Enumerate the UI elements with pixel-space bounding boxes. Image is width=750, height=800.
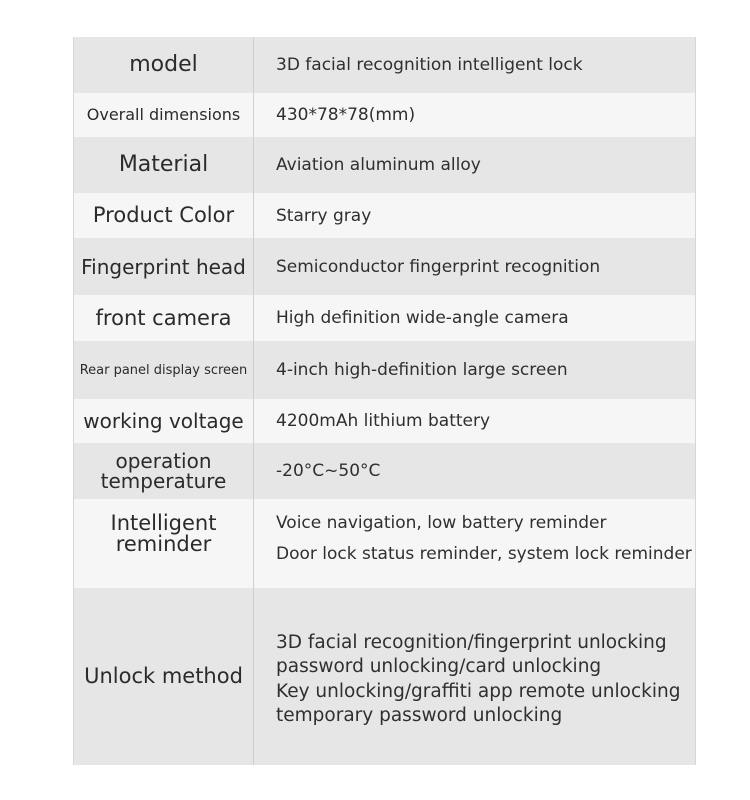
spec-label: Overall dimensions bbox=[74, 93, 254, 137]
spec-value bbox=[254, 443, 695, 499]
spec-value-line: -20°C~50°C bbox=[276, 461, 381, 481]
spec-value-line: 4-inch high-definition large screen bbox=[276, 360, 568, 380]
spec-value-line: High definition wide-angle camera bbox=[276, 308, 569, 328]
spec-row-model bbox=[74, 37, 695, 93]
spec-label-line: temperature bbox=[100, 469, 227, 493]
spec-value bbox=[254, 37, 695, 93]
spec-row-fingerprint-head bbox=[74, 238, 695, 295]
spec-row-material bbox=[74, 137, 695, 193]
spec-value-line: Starry gray bbox=[276, 205, 372, 226]
spec-value bbox=[254, 238, 695, 295]
spec-value bbox=[254, 399, 695, 443]
spec-value-line: 3D facial recognition intelligent lock bbox=[276, 55, 583, 75]
spec-row-product-color bbox=[74, 193, 695, 238]
spec-value bbox=[254, 341, 695, 399]
spec-label: Material bbox=[74, 137, 254, 193]
spec-label: Rear panel display screen bbox=[74, 341, 254, 399]
spec-row-unlock-method bbox=[74, 588, 695, 765]
spec-value bbox=[254, 193, 695, 238]
spec-value-line: 430*78*78(mm) bbox=[276, 105, 416, 125]
spec-value-line: password unlocking/card unlocking bbox=[276, 656, 602, 678]
spec-row-intelligent-reminder bbox=[74, 499, 695, 588]
spec-value bbox=[254, 93, 695, 137]
spec-row-rear-panel-display bbox=[74, 341, 695, 399]
spec-row-operation-temperature bbox=[74, 443, 695, 499]
spec-label: working voltage bbox=[74, 399, 254, 443]
spec-label: Product Color bbox=[74, 193, 254, 238]
spec-value-line: Door lock status reminder, system lock reminder bbox=[276, 544, 692, 564]
spec-label-line: operation bbox=[115, 449, 212, 473]
spec-value-line: Aviation aluminum alloy bbox=[276, 155, 481, 175]
spec-label-line: Intelligent bbox=[110, 511, 217, 535]
spec-value bbox=[254, 137, 695, 193]
spec-label: model bbox=[74, 37, 254, 93]
spec-label bbox=[74, 499, 254, 588]
spec-row-overall-dimensions bbox=[74, 93, 695, 137]
spec-label: front camera bbox=[74, 295, 254, 341]
spec-label-line: reminder bbox=[115, 532, 212, 556]
spec-value bbox=[254, 499, 695, 588]
spec-table bbox=[73, 37, 696, 765]
spec-label: Unlock method bbox=[74, 588, 254, 765]
spec-value-line: 4200mAh lithium battery bbox=[276, 411, 491, 431]
spec-value-line: Semiconductor fingerprint recognition bbox=[276, 256, 601, 277]
spec-row-front-camera bbox=[74, 295, 695, 341]
spec-label bbox=[74, 443, 254, 499]
spec-value-line: Key unlocking/graffiti app remote unlocking bbox=[276, 680, 681, 702]
spec-value-line: temporary password unlocking bbox=[276, 704, 563, 726]
spec-label: Fingerprint head bbox=[74, 238, 254, 295]
spec-value bbox=[254, 588, 695, 765]
spec-row-working-voltage bbox=[74, 399, 695, 443]
spec-value-line: Voice navigation, low battery reminder bbox=[276, 513, 607, 533]
spec-value-line: 3D facial recognition/fingerprint unlocking bbox=[276, 632, 667, 654]
spec-value bbox=[254, 295, 695, 341]
